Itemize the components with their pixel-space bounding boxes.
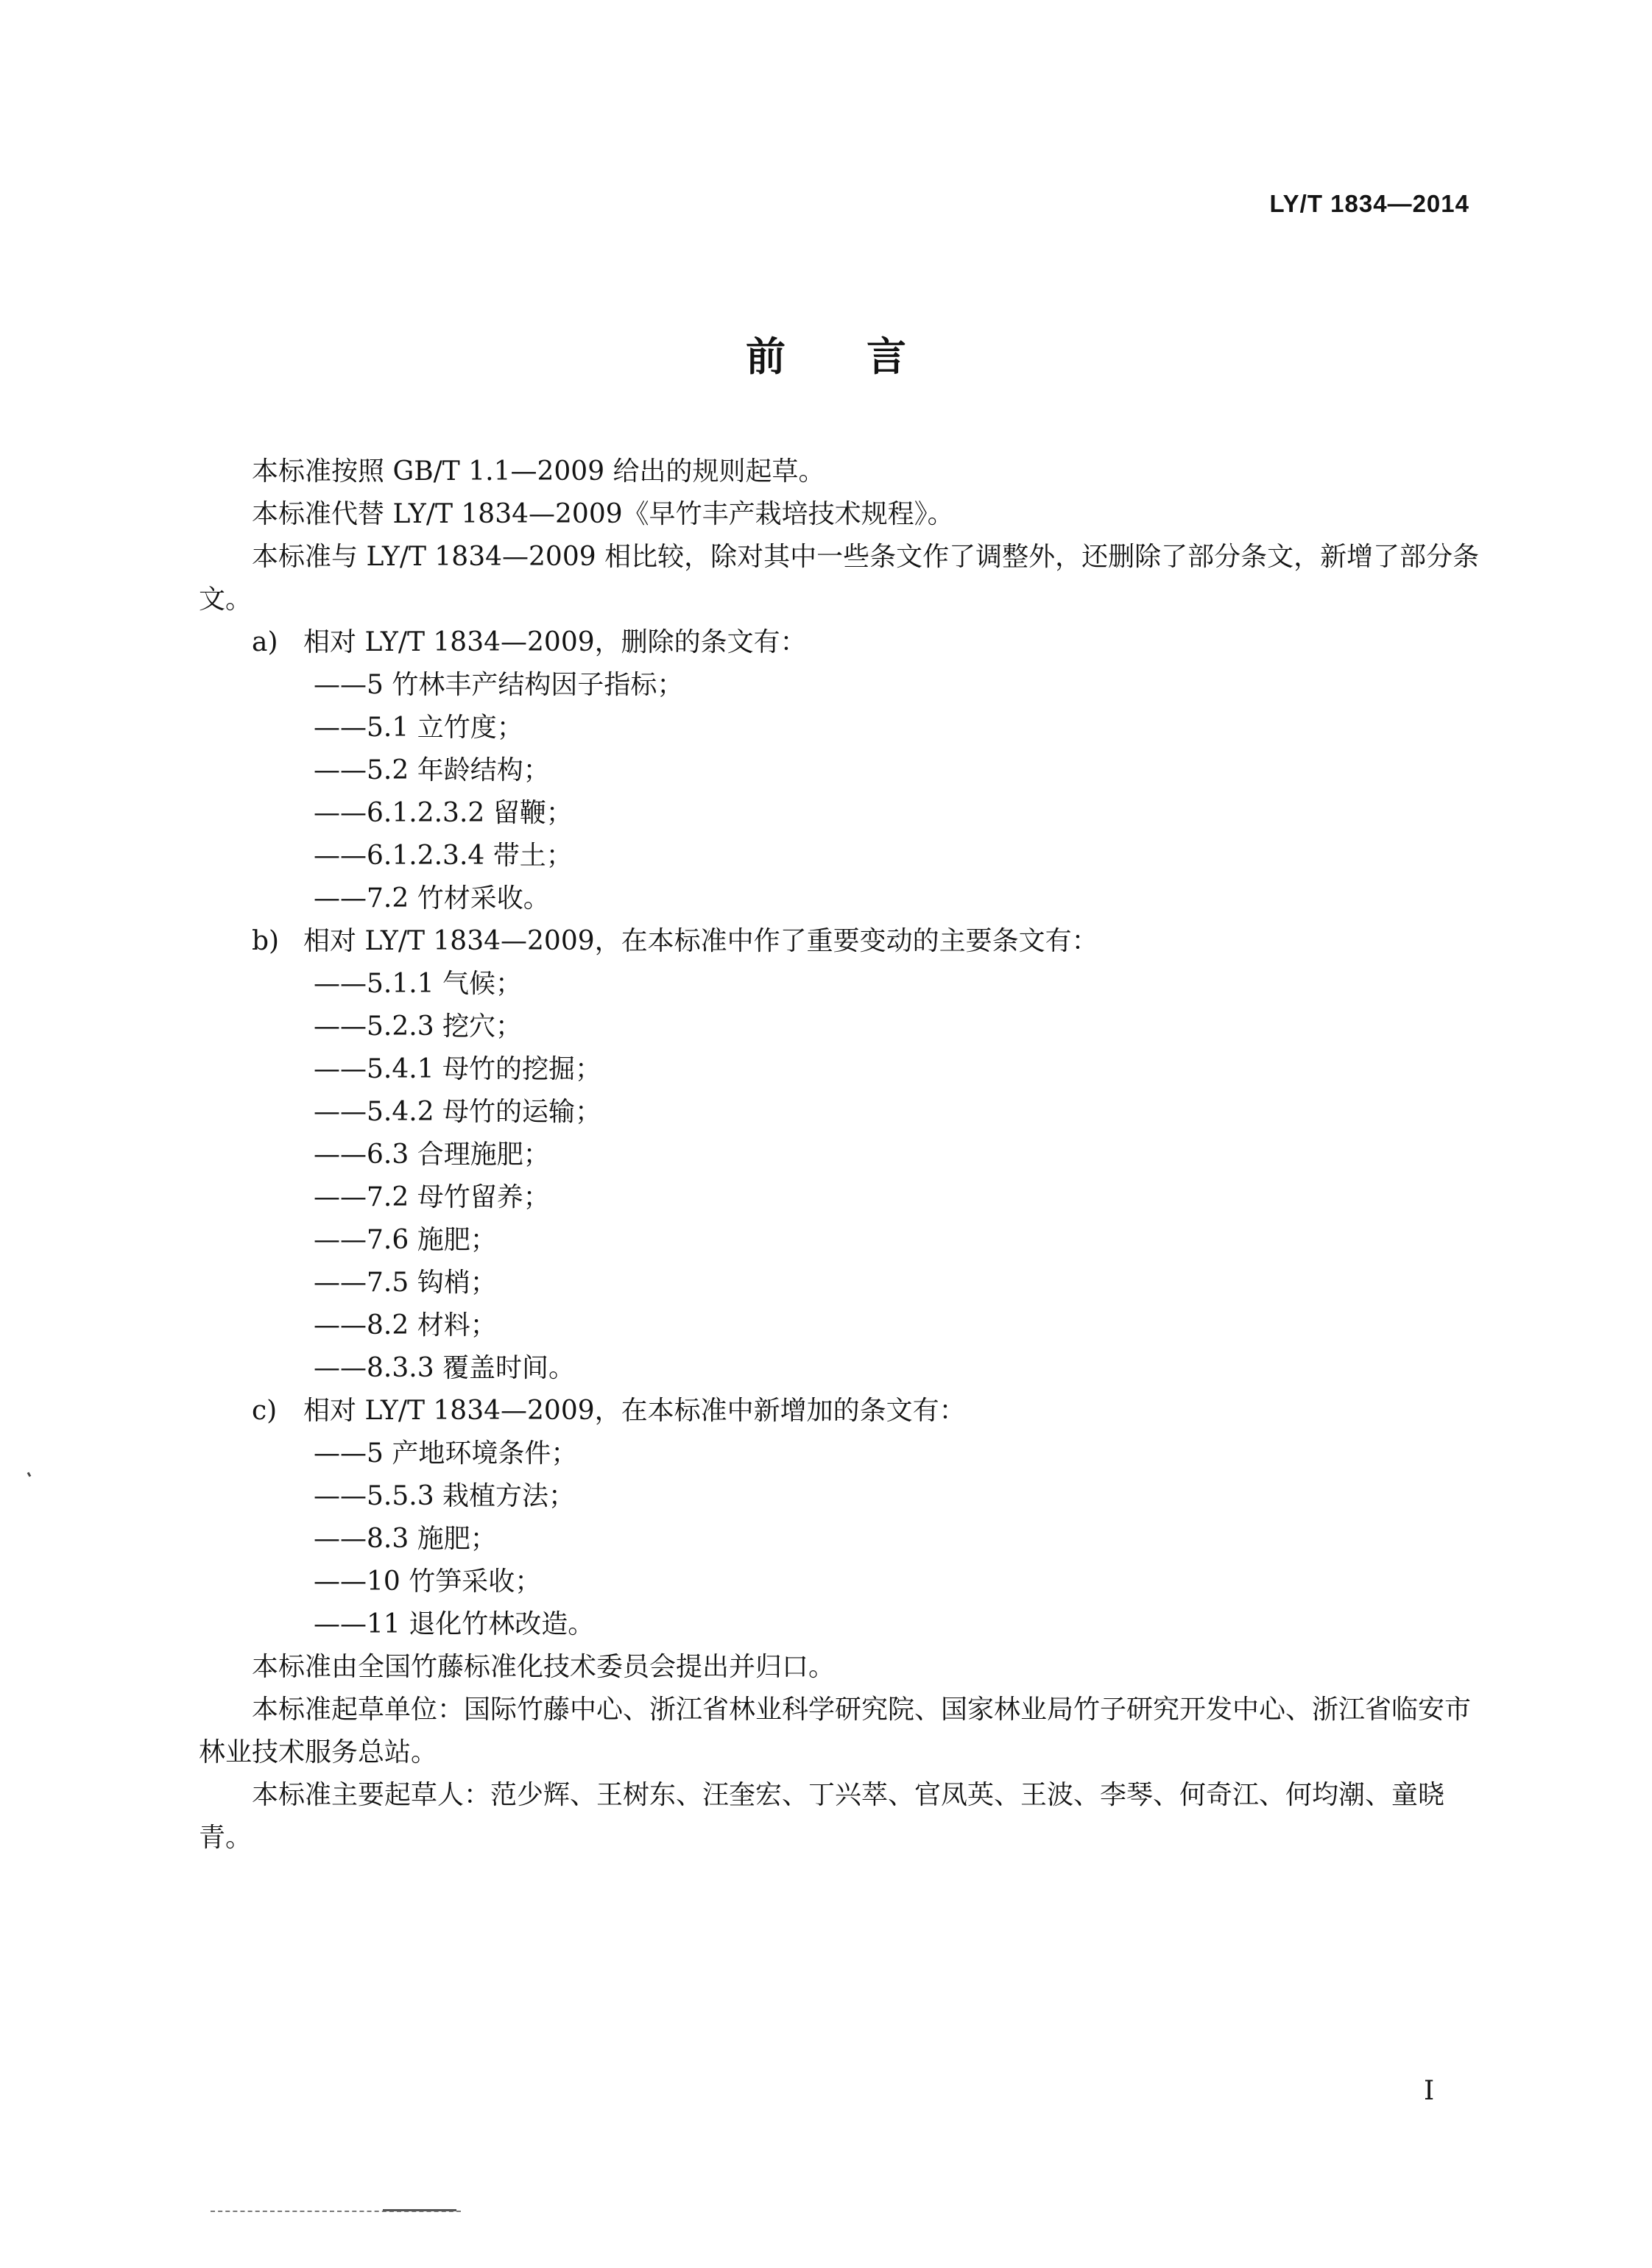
document-body xyxy=(199,451,1480,1859)
list-item: ——7.2 母竹留养； xyxy=(314,1182,550,1212)
intro-paragraph-3: 本标准与 LY/T 1834—2009 相比较，除对其中一些条文作了调整外，还删除了部分条文，新增了部分条文。 xyxy=(199,542,1480,615)
page-title: 前言 xyxy=(746,333,987,380)
page-number: I xyxy=(1424,2076,1435,2106)
list-item: ——11 退化竹林改造。 xyxy=(314,1609,595,1639)
list-item: ——7.6 施肥； xyxy=(314,1225,497,1255)
list-item: ——7.5 钩梢； xyxy=(314,1268,497,1298)
list-item: ——5.2 年龄结构； xyxy=(314,755,550,785)
list-item: ——6.1.2.3.2 留鞭； xyxy=(314,798,573,828)
list-item: ——6.3 合理施肥； xyxy=(314,1140,550,1170)
intro-paragraph-2: 本标准代替 LY/T 1834—2009《早竹丰产栽培技术规程》。 xyxy=(252,499,954,529)
list-b xyxy=(199,920,1480,1390)
list-item: ——5.5.3 栽植方法； xyxy=(314,1481,576,1511)
list-letter: c) xyxy=(252,1396,278,1426)
list-item: ——8.2 材料； xyxy=(314,1310,497,1340)
scan-artifact-line xyxy=(383,2209,456,2211)
list-item: ——10 竹笋采收； xyxy=(314,1566,542,1597)
list-letter: b) xyxy=(252,926,280,956)
standard-code: LY/T 1834—2014 xyxy=(1269,190,1469,217)
list-item: ——8.3 施肥； xyxy=(314,1524,497,1554)
list-heading xyxy=(199,920,1480,963)
list-heading xyxy=(199,621,1480,664)
outro-paragraph-1: 本标准由全国竹藤标准化技术委员会提出并归口。 xyxy=(252,1652,836,1682)
list-item: ——5 产地环境条件； xyxy=(314,1438,578,1469)
outro-paragraph-2: 本标准起草单位：国际竹藤中心、浙江省林业科学研究院、国家林业局竹子研究开发中心、浙江省临安市林业技术服务总站。 xyxy=(199,1695,1472,1767)
intro-paragraph-1: 本标准按照 GB/T 1.1—2009 给出的规则起草。 xyxy=(252,456,825,487)
scan-speck xyxy=(27,1472,32,1477)
outro-paragraph-3: 本标准主要起草人：范少辉、王树东、汪奎宏、丁兴萃、官凤英、王波、李琴、何奇江、何均潮、童晓青。 xyxy=(199,1780,1445,1853)
list-heading-text: 相对 LY/T 1834—2009，在本标准中作了重要变动的主要条文有： xyxy=(303,926,1098,956)
list-item: ——5.2.3 挖穴； xyxy=(314,1011,523,1042)
list-item: ——5.1.1 气候； xyxy=(314,969,523,999)
list-item: ——5.4.1 母竹的挖掘； xyxy=(314,1054,602,1084)
list-a xyxy=(199,621,1480,920)
list-item: ——5 竹林丰产结构因子指标； xyxy=(314,670,684,700)
list-c xyxy=(199,1390,1480,1646)
list-heading-text: 相对 LY/T 1834—2009，删除的条文有： xyxy=(303,627,807,657)
list-heading xyxy=(199,1390,1480,1432)
list-item: ——7.2 竹材采收。 xyxy=(314,883,550,914)
list-item: ——5.1 立竹度； xyxy=(314,713,523,743)
list-item: ——6.1.2.3.4 带土； xyxy=(314,841,573,871)
list-letter: a) xyxy=(252,627,278,657)
list-item: ——8.3.3 覆盖时间。 xyxy=(314,1353,576,1383)
list-item: ——5.4.2 母竹的运输； xyxy=(314,1097,602,1127)
list-heading-text: 相对 LY/T 1834—2009，在本标准中新增加的条文有： xyxy=(303,1396,966,1426)
